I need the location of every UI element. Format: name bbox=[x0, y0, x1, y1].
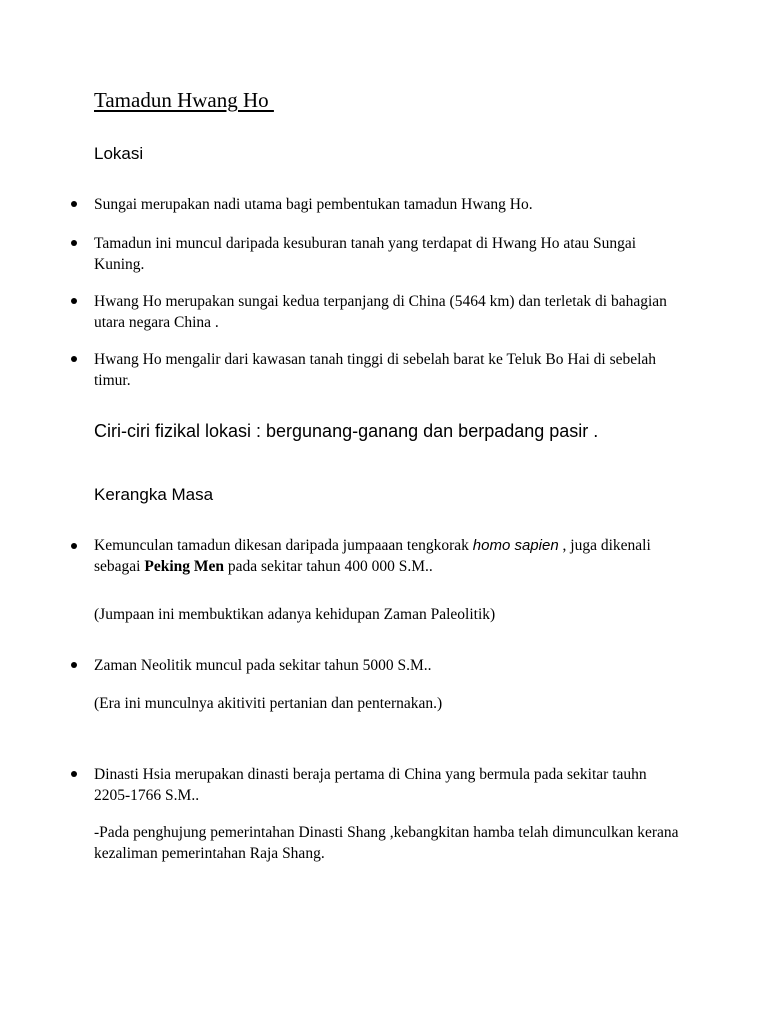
lokasi-bullet-4: Hwang Ho mengalir dari kawasan tanah tinggi di sebelah barat ke Teluk Bo Hai di sebelah timur. bbox=[94, 351, 657, 389]
kerangka-bullet-1-text-b: , juga dikenali sebagai bbox=[94, 537, 651, 575]
heading-kerangka-masa: Kerangka Masa bbox=[94, 485, 214, 504]
bullet-dot bbox=[71, 543, 77, 549]
note-pertanian: (Era ini munculnya akitiviti pertanian dan penternakan.) bbox=[94, 695, 443, 712]
bullet-dot bbox=[71, 240, 77, 246]
bullet-dot bbox=[71, 662, 77, 668]
bullet-dot bbox=[71, 356, 77, 362]
lokasi-bullet-2: Tamadun ini muncul daripada kesuburan tanah yang terdapat di Hwang Ho atau Sungai Kuning. bbox=[94, 235, 637, 273]
note-dinasti-shang: -Pada penghujung pemerintahan Dinasti Shang ,kebangkitan hamba telah dimunculkan kerana kezaliman pemerintahan Raja Shang. bbox=[94, 824, 679, 862]
kerangka-bullet-1-text-c: pada sekitar tahun 400 000 S.M.. bbox=[224, 558, 433, 575]
bullet-dot bbox=[71, 201, 77, 207]
lokasi-bullet-3: Hwang Ho merupakan sungai kedua terpanjang di China (5464 km) dan terletak di bahagian utara negara China . bbox=[94, 293, 667, 331]
kerangka-bullet-3: Dinasti Hsia merupakan dinasti beraja pertama di China yang bermula pada sekitar tauhn 2205-1766 S.M.. bbox=[94, 766, 647, 804]
peking-men-term: Peking Men bbox=[144, 558, 225, 575]
ciri-fizikal-line: Ciri-ciri fizikal lokasi : bergunang-ganang dan berpadang pasir . bbox=[94, 421, 599, 441]
bullet-dot bbox=[71, 771, 77, 777]
kerangka-bullet-1-text-a: Kemunculan tamadun dikesan daripada jumpaaan tengkorak bbox=[94, 537, 473, 554]
document-title: Tamadun Hwang Ho bbox=[94, 88, 274, 112]
bullet-dot bbox=[71, 298, 77, 304]
heading-lokasi: Lokasi bbox=[94, 144, 144, 163]
kerangka-bullet-2: Zaman Neolitik muncul pada sekitar tahun 5000 S.M.. bbox=[94, 657, 432, 674]
note-paleolitik: (Jumpaan ini membuktikan adanya kehidupan Zaman Paleolitik) bbox=[94, 606, 496, 623]
kerangka-bullet-1 bbox=[94, 535, 686, 577]
homo-sapien-term: homo sapien bbox=[472, 537, 559, 554]
lokasi-bullet-1: Sungai merupakan nadi utama bagi pembentukan tamadun Hwang Ho. bbox=[94, 196, 533, 213]
